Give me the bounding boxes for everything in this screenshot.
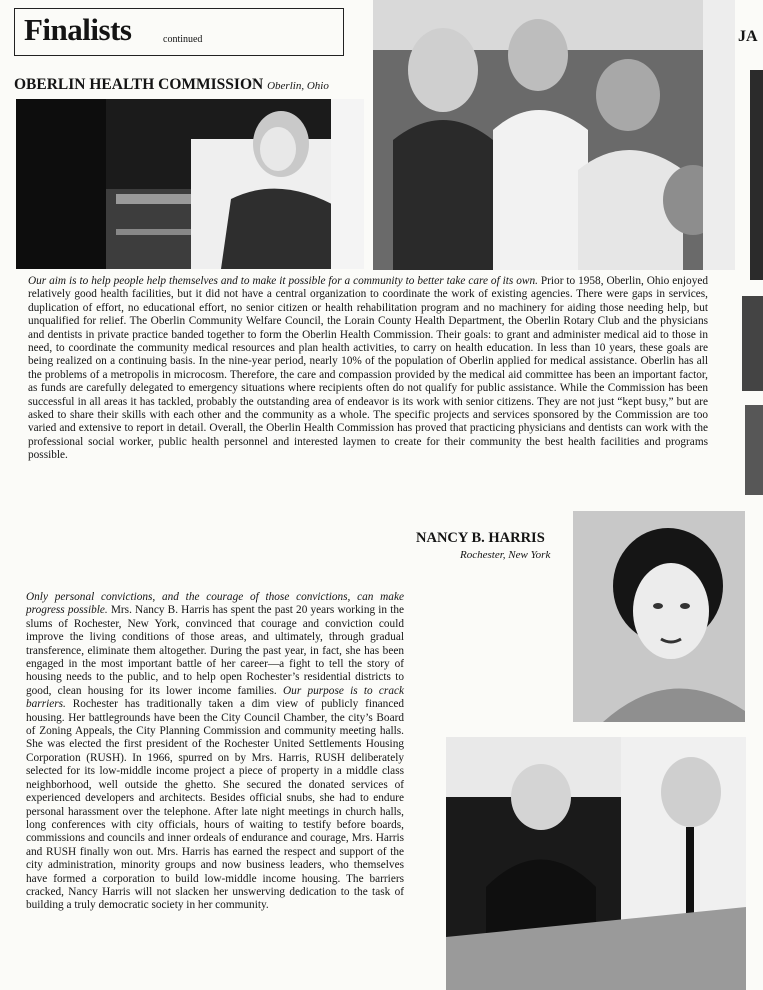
- oberlin-location: Oberlin, Ohio: [267, 80, 329, 92]
- harris-body-a: Mrs. Nancy B. Harris has spent the past 20 years working in the slums of Rochester, New York, convinced that courage and conviction could improve the living conditions of those areas, and ultimately, through gradual transference, eliminate them altogether. During the past year, in fact, she has been engaged in the most important battle of her career—a fight to tell the story of housing needs to the public, and to help open Rochester’s residential districts to good, clean housing for its lower income families.: [26, 604, 404, 697]
- harris-portrait: [573, 511, 745, 722]
- harris-quote: Our purpose is to crack barriers.: [26, 684, 405, 711]
- edge-photo-strip-low: [745, 405, 763, 495]
- harris-location: Rochester, New York: [460, 549, 551, 561]
- harris-body-b: Rochester has traditionally taken a dim view of publicly financed housing. Her battlegrounds have been the City Council Chamber, the city’s Board of Zoning Appeals, the City Planning Commission and community meeting halls. She was elected the first president of the Rochester United Settlements Housing Corporation (RUSH). In 1966, spurred on by Mrs. Harris, RUSH deliberately selected for its low-middle income project a piece of property in a middle class neighborhood, well outside the ghetto. She secured the donated services of experienced developers and architects. Besides official snubs, she had to endure personal harassment over the telephone. After late night meetings in church halls, long conferences with city officials, hours of waiting to testify before boards, commissions and councils and inner ordeals of endurance and courage, Mrs. Harris and RUSH finally won out. Mrs. Harris has earned the respect and support of the city administration, minority groups and now business leaders, who themselves have formed a corporation to build low-middle income housing. The barriers cracked, Nancy Harris will not slacken her unswerving dedication to the task of building a truly democratic society in her community.: [26, 698, 404, 912]
- section-subtitle: continued: [163, 34, 203, 45]
- edge-heading-fragment: JA: [738, 28, 758, 45]
- harris-name: NANCY B. HARRIS: [416, 530, 545, 546]
- oberlin-body: Prior to 1958, Oberlin, Ohio enjoyed relatively good health facilities, but it did not have a central organization to coordinate the work of existing agencies. There were gaps in services, duplication of effort, no educational effort, no senior citizen or health rehabilitation program and no machinery for aiding those needing help, but unqualified for relief. The Oberlin Community Welfare Council, the Lorain County Health Department, the Oberlin Rotary Club and the physicians and dentists in private practice banded together to form the Oberlin Health Commission. Their goals: to grant and administer medical aid to those in need, to coordinate the community medical resources and plan health activities, to carry on health education. In less than 10 years, these goals are being realized on a continuing basis. In the nine-year period, nearly 10% of the population of Oberlin applied for medical assistance. Oberlin has all the problems of a metropolis in microcosm. Therefore, the care and compassion provided by the medical aid committee has been an important factor, as funds are carefully delegated to emergency situations where recipients often do not qualify for public assistance. While the Commission has been successful in all areas it has tackled, probably the outstanding area of endeavor is its work with senior citizens. They are not just “kept busy,” but are asked to share their skills with each other and the community as a whole. The specific projects and services sponsored by the Commission are too varied and extensive to report in detail. Overall, the Oberlin Health Commission has proved that practicing physicians and dentists can work with the professional social worker, public health personnel and interested laymen to create for their community the best health facilities and programs possible.: [28, 275, 709, 462]
- harris-paragraph: [26, 591, 404, 913]
- oberlin-heading: [14, 76, 329, 94]
- section-title: Finalists: [24, 12, 132, 47]
- oberlin-photo-weaver: [16, 99, 364, 269]
- oberlin-photo-group: [373, 0, 735, 270]
- oberlin-lead: Our aim is to help people help themselves and to make it possible for a community to better take care of its own.: [28, 275, 538, 287]
- edge-photo-strip-mid: [742, 296, 763, 391]
- edge-photo-strip-top: [750, 70, 763, 280]
- oberlin-name: OBERLIN HEALTH COMMISSION: [14, 76, 264, 93]
- harris-lead: Only personal convictions, and the courage of those convictions, can make progress possible.: [26, 591, 404, 617]
- oberlin-paragraph: [28, 275, 708, 463]
- harris-photo-meeting: [446, 737, 746, 990]
